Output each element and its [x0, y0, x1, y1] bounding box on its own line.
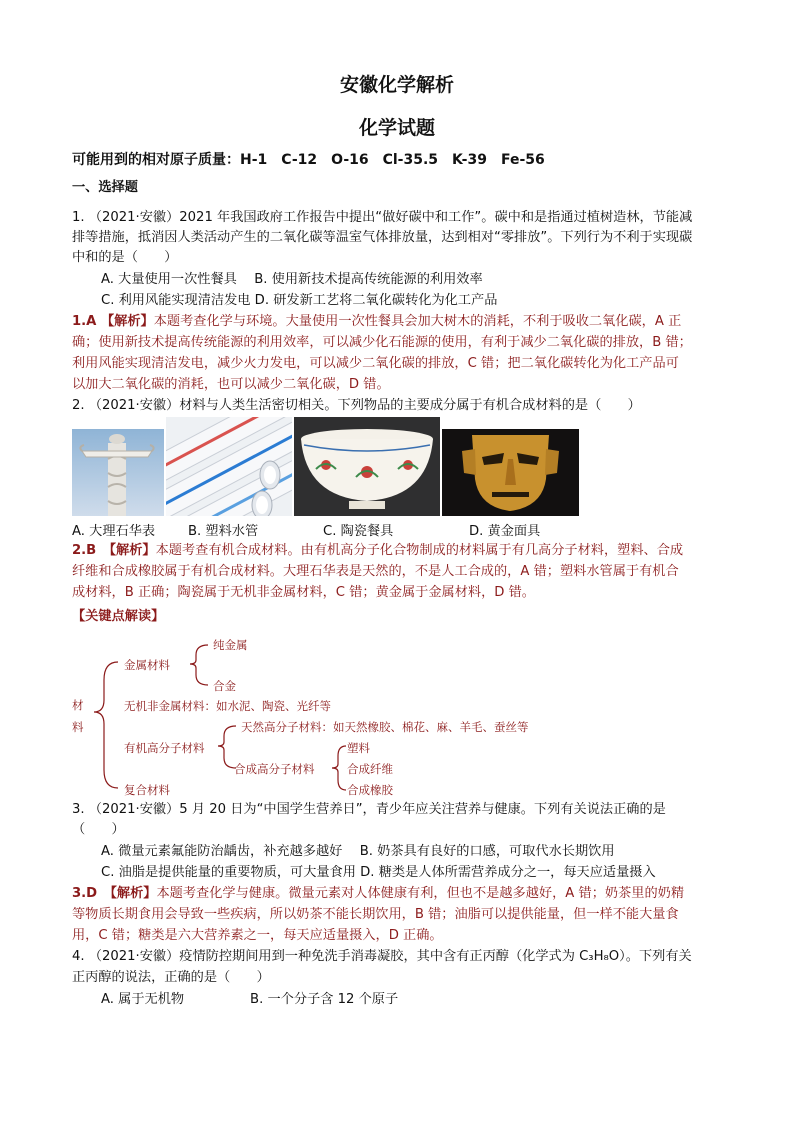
q3-options-row-1: A. 微量元素氟能防治龋齿，补充越多越好 B. 奶茶具有良好的口感，可取代水长期饮用 — [101, 844, 615, 859]
q1-stem-line-1: 1. （2021·安徽）2021 年我国政府工作报告中提出“做好碳中和工作”。碳中和是指通过植树造林，节能减 — [72, 210, 693, 225]
diagram-natural: 天然高分子材料：如天然橡胶、棉花、麻、羊毛、蚕丝等 — [241, 720, 529, 734]
q2-caption-a: A. 大理石华表 — [72, 524, 156, 539]
diagram-inorganic: 无机非金属材料：如水泥、陶瓷、光纤等 — [124, 699, 331, 713]
document-title: 安徽化学解析 — [339, 74, 454, 96]
q3-answer-text: 本题考查化学与健康。微量元素对人体健康有利，但也不是越多越好，A 错；奶茶里的奶精 — [156, 886, 685, 901]
atomic-mass-line: 可能用到的相对原子质量：H-1 C-12 O-16 Cl-35.5 K-39 Fe-56 — [72, 152, 545, 168]
q1-options-row-1: A. 大量使用一次性餐具 B. 使用新技术提高传统能源的利用效率 — [101, 272, 483, 287]
q2-stem: 2. （2021·安徽）材料与人类生活密切相关。下列物品的主要成分属于有机合成材料的是（ ） — [72, 398, 641, 413]
q3-stem-line-1: 3. （2021·安徽）5 月 20 日为“中国学生营养日”，青少年应关注营养与健康。下列有关说法正确的是 — [72, 802, 666, 817]
q1-answer-text: 本题考查化学与环境。大量使用一次性餐具会加大树木的消耗，不利于吸收二氧化碳，A 正 — [153, 314, 682, 329]
q3-answer-line-1 — [72, 884, 684, 904]
diagram-synthetic-rubber: 合成橡胶 — [347, 783, 393, 797]
diagram-plastic: 塑料 — [347, 741, 370, 755]
q2-answer-text: 本题考查有机合成材料。由有机高分子化合物制成的材料属于有几高分子材料，塑料、合成 — [155, 543, 684, 558]
key-point-heading: 【关键点解读】 — [72, 609, 165, 624]
q1-answer-line-3: 利用风能实现清洁发电，减少火力发电，可以减少二氧化碳的排放，C 错；把二氧化碳转化为化工产品可 — [72, 356, 679, 371]
diagram-synthetic-fiber: 合成纤维 — [347, 762, 393, 776]
section-heading: 一、选择题 — [72, 180, 138, 195]
q3-options-row-2: C. 油脂是提供能量的重要物质，可大量食用 D. 糖类是人体所需营养成分之一，每天应适量摄入 — [101, 865, 656, 880]
q1-stem-line-3: 中和的是（ ） — [72, 250, 178, 265]
q1-stem-line-2: 排等措施，抵消因人类活动产生的二氧化碳等温室气体排放量，达到相对“零排放”。下列行为不利于实现碳 — [72, 230, 693, 245]
document-subtitle: 化学试题 — [358, 117, 435, 139]
q3-answer-line-3: 用，C 错；糖类是六大营养素之一，每天应适量摄入，D 正确。 — [72, 928, 443, 943]
q2-caption-c: C. 陶瓷餐具 — [323, 524, 394, 539]
diagram-synthetic: 合成高分子材料 — [234, 762, 315, 776]
diagram-alloy: 合金 — [213, 679, 236, 693]
diagram-organic: 有机高分子材料 — [124, 741, 205, 755]
q2-caption-d: D. 黄金面具 — [469, 524, 541, 539]
q2-answer-line-2: 纤维和合成橡胶属于有机合成材料。大理石华表是天然的，不是人工合成的，A 错；塑料水管属于有机合 — [72, 564, 679, 579]
q4-options-row-1: A. 属于无机物 B. 一个分子含 12 个原子 — [101, 992, 399, 1007]
q4-stem-line-2: 正丙醇的说法，正确的是（ ） — [72, 970, 270, 985]
q1-options-row-2: C. 利用风能实现清洁发电 D. 研发新工艺将二氧化碳转化为化工产品 — [101, 293, 498, 308]
diagram-metal: 金属材料 — [124, 658, 170, 672]
diagram-root-bottom: 料 — [72, 720, 84, 734]
q2-answer-line-3: 成材料，B 正确；陶瓷属于无机非金属材料，C 错；黄金属于金属材料，D 错。 — [72, 585, 535, 600]
q3-stem-line-2: （ ） — [72, 822, 125, 837]
q1-answer-line-4: 以加大二氧化碳的消耗，也可以减少二氧化碳，D 错。 — [72, 377, 390, 392]
q1-answer-tag: 1.A 【解析】 — [72, 314, 154, 329]
diagram-composite: 复合材料 — [124, 783, 170, 797]
diagram-pure-metal: 纯金属 — [213, 638, 248, 652]
q4-stem-line-1: 4. （2021·安徽）疫情防控期间用到一种免洗手消毒凝胶，其中含有正丙醇（化学式为 C₃H₈O）。下列有关 — [72, 949, 692, 964]
q2-answer-tag: 2.B 【解析】 — [72, 543, 156, 558]
q3-answer-line-2: 等物质长期食用会导致一些疾病，所以奶茶不能长期饮用，B 错；油脂可以提供能量，但一样不能大量食 — [72, 907, 679, 922]
q2-caption-b: B. 塑料水管 — [188, 524, 259, 539]
q1-answer-line-2: 确；使用新技术提高传统能源的利用效率，可以减少化石能源的使用，有利于减少二氧化碳的排放，B 错； — [72, 335, 692, 350]
diagram-root-top: 材 — [72, 698, 84, 712]
q3-answer-tag: 3.D 【解析】 — [72, 886, 157, 901]
